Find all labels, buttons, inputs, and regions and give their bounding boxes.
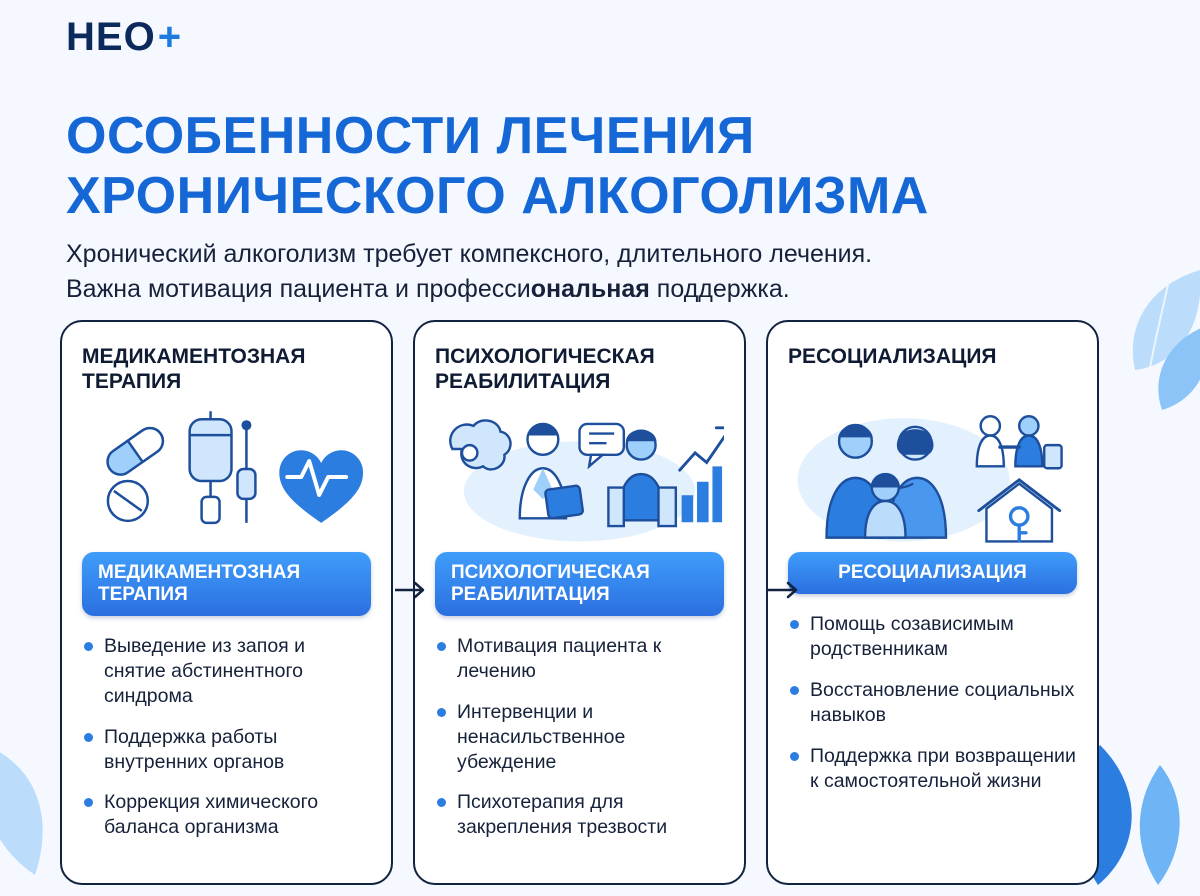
list-item: Восстановление социальных навыков	[788, 678, 1077, 728]
card-bullet-list	[788, 612, 1077, 810]
page-subtitle-line-1: Хронический алкоголизм требует компексного, длительного лечения.	[66, 240, 873, 268]
page-title	[66, 107, 1146, 227]
list-item: Интервенции и ненасильственное убеждение	[435, 700, 724, 775]
page-title-line-1: ОСОБЕННОСТИ ЛЕЧЕНИЯ	[66, 106, 755, 165]
brand-name: НЕО	[66, 15, 156, 59]
page-subtitle-line-2-plain-start: Важна мотивация пациента и професси	[66, 275, 531, 303]
list-item: Мотивация пациента к лечению	[435, 634, 724, 684]
list-item: Выведение из запоя и снятие абстинентного синдрома	[82, 634, 371, 709]
brand-logo	[66, 14, 181, 60]
medication-illustration	[82, 400, 371, 550]
list-item: Психотерапия для закрепления трезвости	[435, 790, 724, 840]
card-badge: РЕСОЦИАЛИЗАЦИЯ	[788, 552, 1077, 594]
therapy-session-illustration	[435, 400, 724, 550]
list-item: Помощь созависимым родственникам	[788, 612, 1077, 662]
brand-plus-icon: +	[157, 15, 182, 59]
page-subtitle-emphasis: ональная	[530, 275, 650, 303]
card-resocialization	[766, 320, 1099, 885]
card-badge: МЕДИКАМЕНТОЗНАЯ ТЕРАПИЯ	[82, 552, 371, 616]
card-psychological-rehabilitation	[413, 320, 746, 885]
page-subtitle-line-2-plain-end: поддержка.	[649, 275, 790, 303]
card-title: РЕСОЦИАЛИЗАЦИЯ	[788, 345, 997, 368]
card-title: МЕДИКАМЕНТОЗНАЯ ТЕРАПИЯ	[82, 345, 306, 394]
page-subtitle	[66, 237, 1126, 307]
cards-row	[60, 320, 1140, 885]
list-item: Поддержка при возвращении к самостоятельной жизни	[788, 744, 1077, 794]
card-bullet-list	[82, 634, 371, 857]
card-badge: ПСИХОЛОГИЧЕСКАЯ РЕАБИЛИТАЦИЯ	[435, 552, 724, 616]
card-title: ПСИХОЛОГИЧЕСКАЯ РЕАБИЛИТАЦИЯ	[435, 345, 655, 394]
card-medication-therapy	[60, 320, 393, 885]
list-item: Коррекция химического баланса организма	[82, 790, 371, 840]
list-item: Поддержка работы внутренних органов	[82, 725, 371, 775]
card-bullet-list	[435, 634, 724, 857]
family-home-illustration	[788, 400, 1077, 550]
page-title-line-2: ХРОНИЧЕСКОГО АЛКОГОЛИЗМА	[66, 166, 929, 225]
